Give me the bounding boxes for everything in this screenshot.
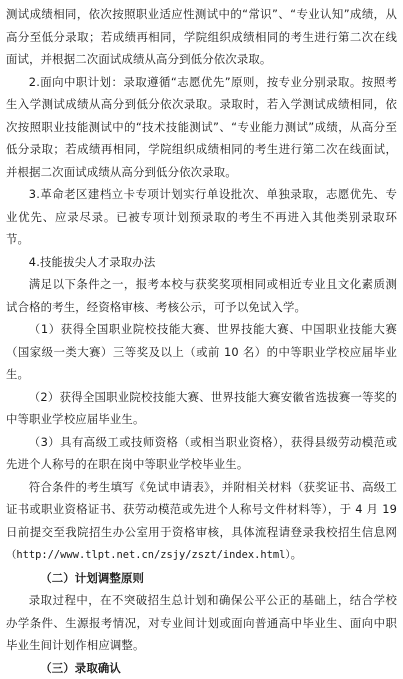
- paragraph-condition-3: （3）具有高级工或技师资格（或相当职业资格），获得县级劳动模范或先进个人称号的在职在岗中等职业学校毕业生。: [6, 431, 397, 476]
- paragraph-condition-2: （2）获得全国职业院校技能大赛、世界技能大赛安徽省选拔赛一等奖的中等职业学校应届毕业生。: [6, 386, 397, 431]
- heading-skill-talent: 4.技能拔尖人才录取办法: [6, 251, 397, 274]
- paragraph-tiebreak-ordinary: 测试成绩相同，依次按照职业适应性测试中的“常识”、“专业认知”成绩，从高分至低分录取；若成绩再相同，学院组织成绩相同的考生进行第二次在线面试，并根据二次面试成绩从高分到低分依次录取。: [6, 3, 397, 71]
- heading-plan-adjustment: （二）计划调整原则: [6, 567, 397, 590]
- paragraph-exemption-conditions: 满足以下条件之一，报考本校与获奖奖项相同或相近专业且文化素质测试合格的考生，经资格审核、考核公示，可予以免试入学。: [6, 273, 397, 318]
- application-process-end: 。: [291, 547, 303, 561]
- paragraph-plan-adjustment: 录取过程中，在不突破招生总计划和确保公平公正的基础上，结合学校办学条件、生源报考情况，对专业间计划或面向普通高中毕业生、面向中职毕业生间计划作相应调整。: [6, 589, 397, 657]
- paragraph-condition-1: （1）获得全国职业院校技能大赛、世界技能大赛、中国职业技能大赛（国家级一类大赛）三等奖及以上（或前 10 名）的中等职业学校应届毕业生。: [6, 318, 397, 386]
- paragraph-application-process: [6, 476, 397, 567]
- application-process-text: 符合条件的考生填写《免试申请表》，并附相关材料（获奖证书、高级工证书或职业资格证书、获劳动模范或先进个人称号文件材料等），于 4 月 19 日前提交至我院招生办公室用于资格审核，具体流程请登录我校招生信息网: [6, 480, 397, 539]
- paragraph-special-plan: 3.革命老区建档立卡专项计划实行单设批次、单独录取，志愿优先、专业优先、应录尽录。已被专项计划预录取的考生不再进入其他类别录取环节。: [6, 183, 397, 251]
- admissions-website-link[interactable]: （http://www.tlpt.net.cn/zsjy/zszt/index.html）: [6, 549, 291, 561]
- heading-admission-confirmation: （三）录取确认: [6, 657, 397, 679]
- paragraph-secondary-vocational-plan: 2.面向中职计划：录取遵循“志愿优先”原则，按专业分别录取。按照考生入学测试成绩从高分到低分依次录取。录取时，若入学测试成绩相同，依次按照职业技能测试中的“技术技能测试”、“专业能力测试”成绩，从高分至低分录取；若成绩再相同，学院组织成绩相同的考生进行第二次在线面试，并根据二次面试成绩从高分到低分依次录取。: [6, 71, 397, 184]
